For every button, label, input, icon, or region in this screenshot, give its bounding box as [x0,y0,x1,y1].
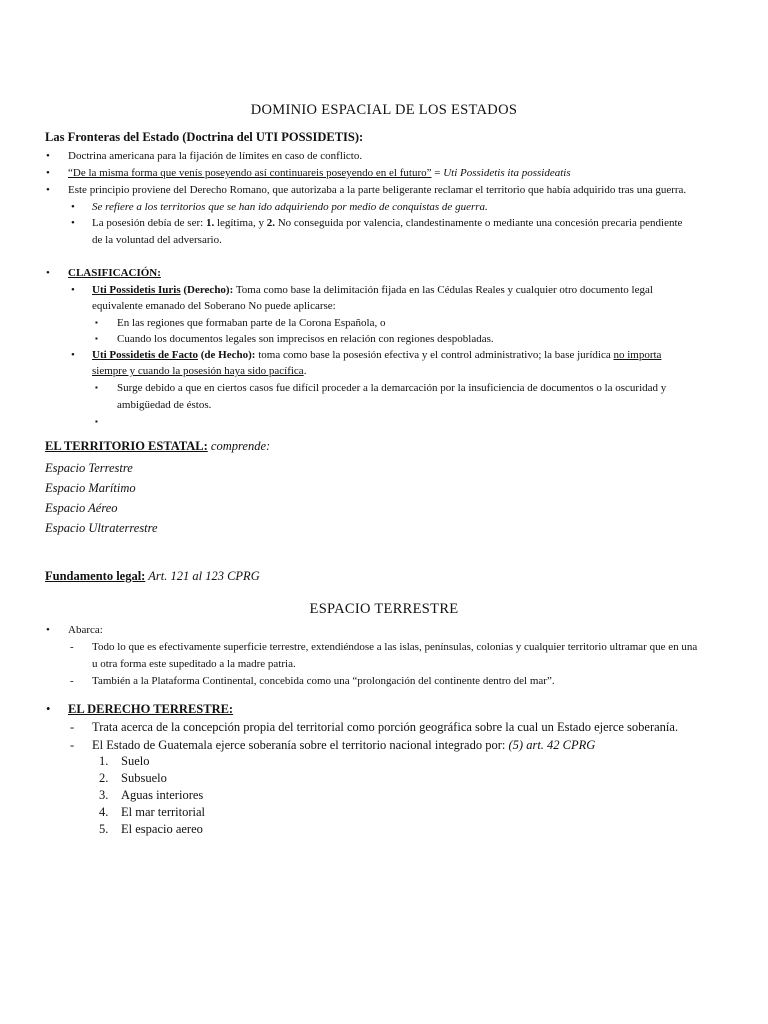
fronteras-item-1: Doctrina americana para la fijación de límites en caso de conflicto. [68,150,363,162]
bullet: • [46,624,50,636]
bullet: • [71,217,75,229]
number-2: 2. [266,217,275,229]
small-bullet-empty: ▪ [95,417,98,426]
numbered-item: 5. [99,822,109,836]
text-run: No conseguida por valencia, clandestinamente o mediante una concesión precaria pendiente [274,217,683,229]
derecho-text-2 [92,737,595,753]
facto-sub-a-cont: ambigüedad de éstos. [117,399,212,411]
facto-paren: (de Hecho): [198,349,256,361]
article-reference: (5) art. 42 CPRG [508,738,596,752]
section-title-terrestre: ESPACIO TERRESTRE [309,601,459,617]
text-run: La posesión debía de ser: [92,217,206,229]
facto-title: Uti Possidetis de Facto [92,349,199,361]
underlined-text: no importa [613,349,662,361]
iuris-paren: (Derecho): [180,284,234,296]
list-item-espacio-aereo: El espacio aereo [121,822,203,836]
bullet: • [71,349,75,361]
underlined-text: siempre y cuando la posesión haya sido pacífica [92,365,304,377]
territorio-item: Espacio Marítimo [45,481,136,495]
dash-bullet: - [70,720,75,734]
numbered-item: 3. [99,788,109,802]
fronteras-sub-a: Se refiere a los territorios que se han ido adquiriendo por medio de conquistas de guerra. [92,201,488,213]
list-item-subsuelo: Subsuelo [121,771,167,785]
derecho-heading: EL DERECHO TERRESTRE: [68,702,234,716]
latin-phrase: Uti Possidetis ita possideatis [443,167,571,179]
numbered-item: 4. [99,805,109,819]
quote-text: “De la misma forma que venís poseyendo así continuareis poseyendo en el futuro” [68,167,432,179]
iuris-item [92,283,653,297]
equals-sign: = [431,167,444,179]
fundamento-label: Fundamento legal: [45,569,146,583]
iuris-sub-b: Cuando los documentos legales son imprecisos en relación con regiones despobladas. [117,333,494,345]
facto-item [92,348,661,362]
section-heading-fronteras: Las Fronteras del Estado (Doctrina del UTI POSSIDETIS): [45,130,364,144]
clasificacion-label: CLASIFICACIÓN: [68,267,161,279]
bullet: • [71,201,75,213]
list-item-mar: El mar territorial [121,805,205,819]
list-item-suelo: Suelo [121,754,150,768]
numbered-item: 2. [99,771,109,785]
fundamento-line [45,568,260,584]
territorio-heading: EL TERRITORIO ESTATAL: [45,439,208,453]
derecho-text-1: Trata acerca de la concepción propia del territorial como porción geográfica sobre la cual un Estado ejerce soberanía. [92,720,679,734]
list-item-aguas: Aguas interiores [121,788,204,802]
fronteras-item-3: Este principio proviene del Derecho Romano, que autorizaba a la parte beligerante reclamar el territorio que había adquirido tras una guerra. [68,184,687,196]
facto-sub-a: Surge debido a que en ciertos casos fue difícil proceder a la demarcación por la insuficiencia de documentos o la oscuridad y [117,382,667,394]
small-bullet: ▪ [95,383,98,392]
bullet: • [46,150,50,162]
text-run: El Estado de Guatemala ejerce soberanía sobre el territorio nacional integrado por: [92,738,509,752]
abarca-label: Abarca: [68,624,103,636]
territorio-heading-line [45,438,270,454]
text-run: Toma como base la delimitación fijada en las Cédulas Reales y cualquier otro documento legal [233,284,653,296]
fronteras-item-2 [68,166,571,180]
bullet: • [46,184,50,196]
iuris-sub-a: En las regiones que formaban parte de la Corona Española, o [117,317,386,329]
fronteras-sub-b-cont: de la voluntad del adversario. [92,234,222,246]
iuris-title: Uti Possidetis Iuris [92,284,181,296]
territorio-comprende: comprende: [207,439,271,453]
text-run: toma como base la posesión efectiva y el control administrativo; la base jurídica [255,349,614,361]
numbered-item: 1. [99,754,109,768]
bullet: • [46,702,51,716]
territorio-item: Espacio Ultraterrestre [45,521,158,535]
fundamento-text: Art. 121 al 123 CPRG [145,569,260,583]
page-title: DOMINIO ESPACIAL DE LOS ESTADOS [250,102,518,118]
dash-bullet: - [70,641,74,653]
terrestre-item-1-cont: u otra forma este supeditado a la madre patria. [92,658,296,670]
text-run: . [303,365,307,377]
bullet: • [46,167,50,179]
number-1: 1. [205,217,215,229]
small-bullet: ▪ [95,318,98,327]
terrestre-item-2: También a la Plataforma Continental, concebida como una “prolongación del continente dentro del mar”. [92,675,555,687]
small-bullet: ▪ [95,334,98,343]
dash-bullet: - [70,675,74,687]
territorio-item: Espacio Aéreo [45,501,118,515]
text-run: legítima, y [214,217,267,229]
fronteras-sub-b [92,216,682,230]
bullet: • [46,267,50,279]
terrestre-item-1: Todo lo que es efectivamente superficie terrestre, extendiéndose a las islas, penínsulas, colonias y cualquier territorio ultramar que en una [92,641,698,653]
bullet: • [71,284,75,296]
facto-text-cont [92,364,306,378]
territorio-item: Espacio Terrestre [45,461,133,475]
iuris-text-cont: equivalente emanado del Soberano No puede aplicarse: [92,300,336,312]
dash-bullet: - [70,738,75,752]
